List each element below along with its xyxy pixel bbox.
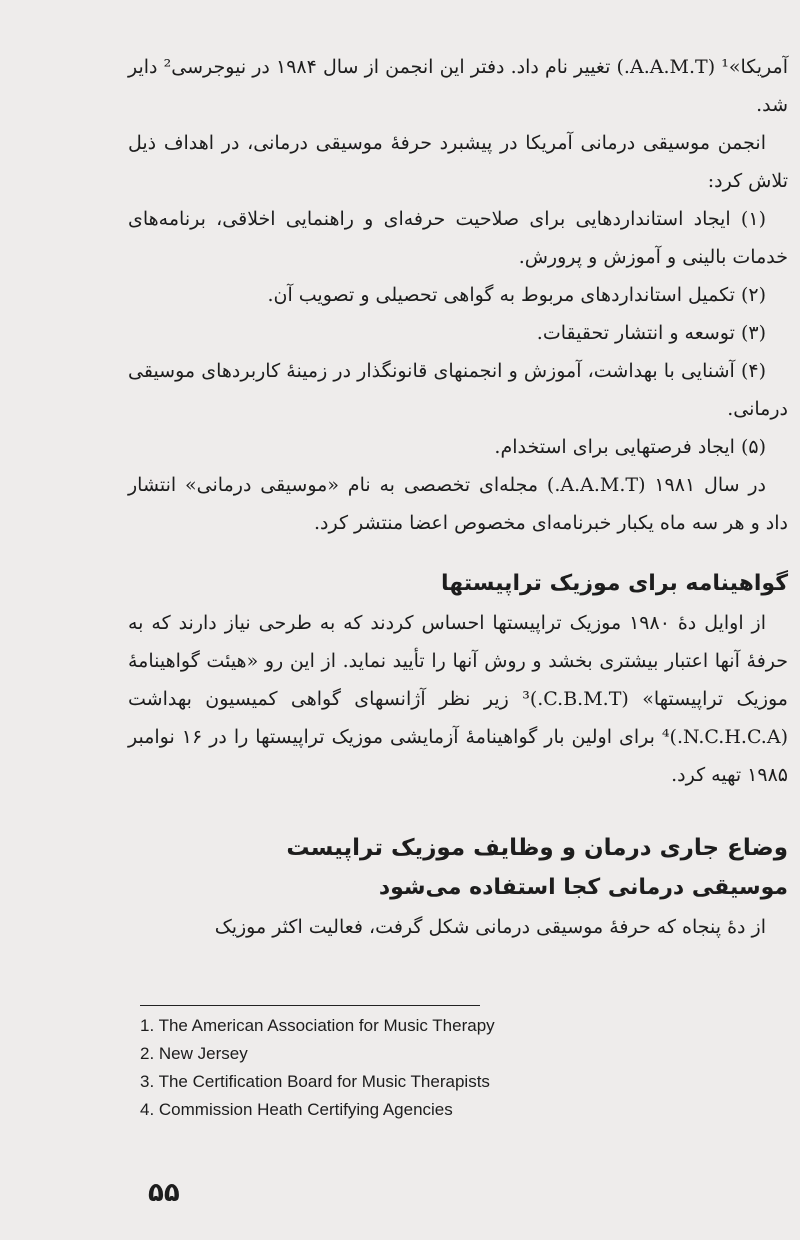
goal-item-5: (۵) ایجاد فرصتهایی برای استخدام. xyxy=(494,436,766,458)
subsection-heading-where-used: موسیقی درمانی کجا استفاده می‌شود xyxy=(378,875,788,900)
footnote-1: 1. The American Association for Music Therapy xyxy=(140,1016,495,1035)
footnote-4: 4. Commission Heath Certifying Agencies xyxy=(140,1100,453,1119)
goal-item-3: (۳) توسعه و انتشار تحقیقات. xyxy=(536,322,766,344)
footnote-divider xyxy=(140,1005,480,1006)
footnote-2: 2. New Jersey xyxy=(140,1044,248,1063)
paragraph-where-used: از دهٔ پنجاه که حرفهٔ موسیقی درمانی شکل گرفت، فعالیت اکثر موزیک xyxy=(214,916,766,938)
footnote-3: 3. The Certification Board for Music Therapists xyxy=(140,1072,490,1091)
section-heading-certification: گواهینامه برای موزیک تراپیستها xyxy=(441,571,788,596)
paragraph-certification: از اوایل دهٔ ۱۹۸۰ موزیک تراپیستها احساس کردند که به طرحی نیاز دارند که به حرفهٔ آنها اعتبار بیشتری بخشد و روش آنها را تأیید نماید. از این رو «هیئت گواهینامهٔ موزیک تراپیستها» (C.B.M.T.)³ زیر نظر آژانسهای گواهی کمیسیون بهداشت (N.C.H.C.A.)⁴ برای اولین بار گواهینامهٔ آزمایشی موزیک تراپیستها را در ۱۶ نوامبر ۱۹۸۵ تهیه کرد. xyxy=(128,612,788,786)
goal-item-2: (۲) تکمیل استانداردهای مربوط به گواهی تحصیلی و تصویب آن. xyxy=(267,284,766,306)
paragraph-aamt-rename: آمریکا»¹ (A.A.M.T.) تغییر نام داد. دفتر این انجمن از سال ۱۹۸۴ در نیوجرسی² دایر شد. xyxy=(128,56,788,116)
section-heading-current-status: وضاع جاری درمان و وظایف موزیک تراپیست xyxy=(286,835,788,861)
goal-item-4: (۴) آشنایی با بهداشت، آموزش و انجمنهای قانونگذار در زمینهٔ کاربردهای موسیقی درمانی. xyxy=(128,360,788,420)
footnotes xyxy=(140,1012,640,1124)
goal-item-1: (۱) ایجاد استانداردهایی برای صلاحیت حرفه‌ای و راهنمایی اخلاقی، برنامه‌های خدمات بالینی و آموزش و پرورش. xyxy=(128,208,788,268)
paragraph-goals-intro: انجمن موسیقی درمانی آمریکا در پیشبرد حرفهٔ موسیقی درمانی، در اهداف ذیل تلاش کرد: xyxy=(128,132,788,192)
body-text xyxy=(128,48,788,946)
paragraph-journal: در سال ۱۹۸۱ (A.A.M.T.) مجله‌ای تخصصی به نام «موسیقی درمانی» انتشار داد و هر سه ماه یکبار خبرنامه‌ای مخصوص اعضا منتشر کرد. xyxy=(128,474,788,534)
page-number: ۵۵ xyxy=(148,1178,180,1208)
